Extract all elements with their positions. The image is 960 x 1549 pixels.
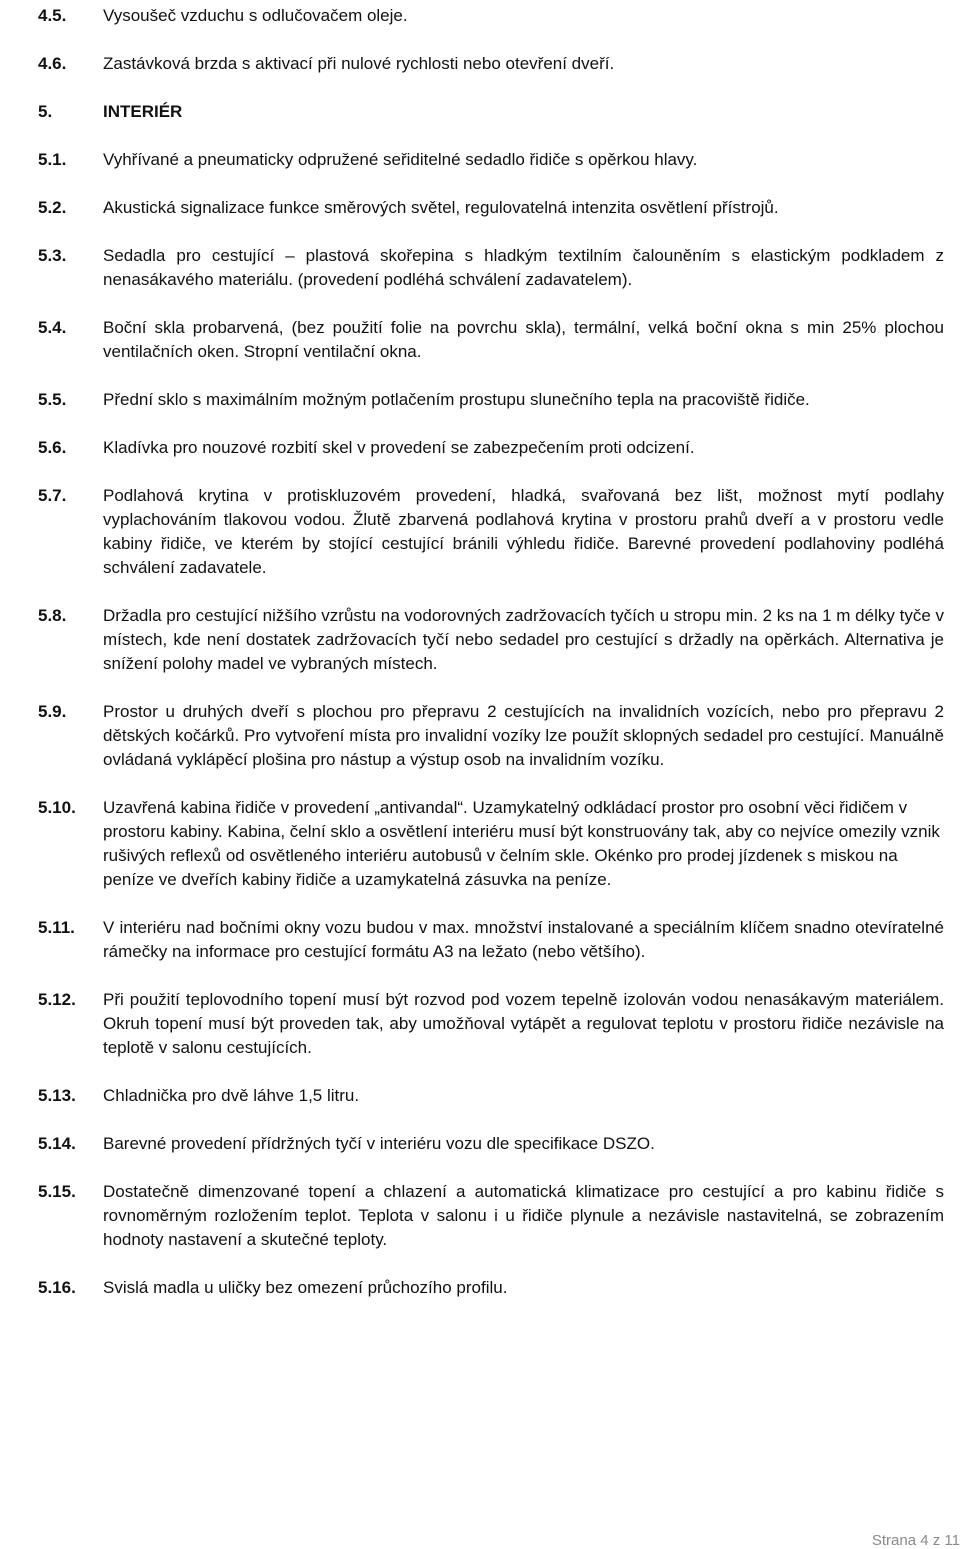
item-text: Uzavřená kabina řidiče v provedení „antivandal“. Uzamykatelný odkládací prostor pro osobní věci řidičem v prostoru kabiny. Kabina, čelní sklo a osvětlení interiéru musí být konstruovány tak, aby co nejvíce omezily vznik rušivých reflexů od osvětleného interiéru autobusů v čelním skle. Okénko pro prodej jízdenek s miskou na peníze ve dveřích kabiny řidiče a uzamykatelná zásuvka na peníze. [103,798,940,889]
section-title: INTERIÉR [103,102,183,121]
list-item [38,196,944,220]
item-number: 5.7. [38,486,67,505]
list-item [38,604,944,676]
list-item [38,916,944,964]
item-text: Podlahová krytina v protiskluzovém provedení, hladká, svařovaná bez lišt, možnost mytí podlahy vyplachováním tlakovou vodou. Žlutě zbarvená podlahová krytina v prostoru prahů dveří a v prostoru vedle kabiny řidiče, ve kterém by stojící cestující bránili výhledu řidiče. Barevné provedení podlahoviny podléhá schválení zadavatele. [103,486,944,577]
list-item [38,988,944,1060]
item-number: 5.4. [38,318,67,337]
list-item [38,316,944,364]
item-text: Držadla pro cestující nižšího vzrůstu na vodorovných zadržovacích tyčích u stropu min. 2 ks na 1 m délky tyče v místech, kde není dostatek zadržovacích tyčí nebo sedadel pro cestující s držadly na opěrkách. Alternativa je snížení polohy madel ve vybraných místech. [103,606,944,673]
item-number: 5.10. [38,798,76,817]
list-item [38,436,944,460]
item-number: 5.2. [38,198,67,217]
list-item [38,148,944,172]
list-item [38,1084,944,1108]
list-item [38,1276,944,1300]
item-number: 5.6. [38,438,67,457]
list-item [38,52,944,76]
item-text: Zastávková brzda s aktivací při nulové rychlosti nebo otevření dveří. [103,54,615,73]
item-text: Kladívka pro nouzové rozbití skel v provedení se zabezpečením proti odcizení. [103,438,695,457]
item-number: 5.8. [38,606,67,625]
document-body [38,4,944,1324]
item-text: Dostatečně dimenzované topení a chlazení a automatická klimatizace pro cestující a pro kabinu řidiče s rovnoměrným rozložením teplot. Teplota v salonu i u řidiče plynule a nezávisle nastavitelná, se zobrazením hodnoty nastavení a skutečné teploty. [103,1182,944,1249]
item-text: Sedadla pro cestující – plastová skořepina s hladkým textilním čalouněním s elastickým podkladem z nenasákavého materiálu. (provedení podléhá schválení zadavatelem). [103,246,944,289]
list-item [38,4,944,28]
item-text: Akustická signalizace funkce směrových světel, regulovatelná intenzita osvětlení přístrojů. [103,198,779,217]
item-number: 4.6. [38,54,67,73]
item-number: 5.16. [38,1278,76,1297]
list-item [38,700,944,772]
item-text: Vysoušeč vzduchu s odlučovačem oleje. [103,6,408,25]
item-number: 5.12. [38,990,76,1009]
item-text: Při použití teplovodního topení musí být rozvod pod vozem tepelně izolován vodou nenasákavým materiálem. Okruh topení musí být proveden tak, aby umožňoval vytápět a regulovat teplotu v prostoru řidiče nezávisle na teplotě v salonu cestujících. [103,990,944,1057]
section-number: 5. [38,102,53,121]
item-text: V interiéru nad bočními okny vozu budou v max. množství instalované a speciálním klíčem snadno otevíratelné rámečky na informace pro cestující formátu A3 na ležato (nebo většího). [103,918,944,961]
section-heading [38,100,944,124]
page-number: Strana 4 z 11 [871,1532,960,1549]
item-number: 5.3. [38,246,67,265]
item-text: Prostor u druhých dveří s plochou pro přepravu 2 cestujících na invalidních vozících, nebo pro přepravu 2 dětských kočárků. Pro vytvoření místa pro invalidní vozíky lze použít sklopných sedadel pro cestující. Manuálně ovládaná vyklápěcí plošina pro nástup a výstup osob na invalidním vozíku. [103,702,944,769]
list-item [38,244,944,292]
item-number: 5.15. [38,1182,76,1201]
item-text: Chladnička pro dvě láhve 1,5 litru. [103,1086,360,1105]
item-text: Boční skla probarvená, (bez použití folie na povrchu skla), termální, velká boční okna s min 25% plochou ventilačních oken. Stropní ventilační okna. [103,318,944,361]
item-number: 5.9. [38,702,67,721]
item-number: 5.5. [38,390,67,409]
list-item [38,1180,944,1252]
list-item [38,484,944,580]
item-text: Přední sklo s maximálním možným potlačením prostupu slunečního tepla na pracoviště řidiče. [103,390,810,409]
item-number: 5.1. [38,150,67,169]
item-text: Vyhřívané a pneumaticky odpružené seřiditelné sedadlo řidiče s opěrkou hlavy. [103,150,698,169]
list-item [38,1132,944,1156]
item-text: Svislá madla u uličky bez omezení průchozího profilu. [103,1278,508,1297]
list-item [38,388,944,412]
item-number: 5.11. [38,918,75,937]
list-item [38,796,944,892]
item-number: 5.14. [38,1134,76,1153]
item-number: 5.13. [38,1086,76,1105]
item-number: 4.5. [38,6,67,25]
item-text: Barevné provedení přídržných tyčí v interiéru vozu dle specifikace DSZO. [103,1134,655,1153]
